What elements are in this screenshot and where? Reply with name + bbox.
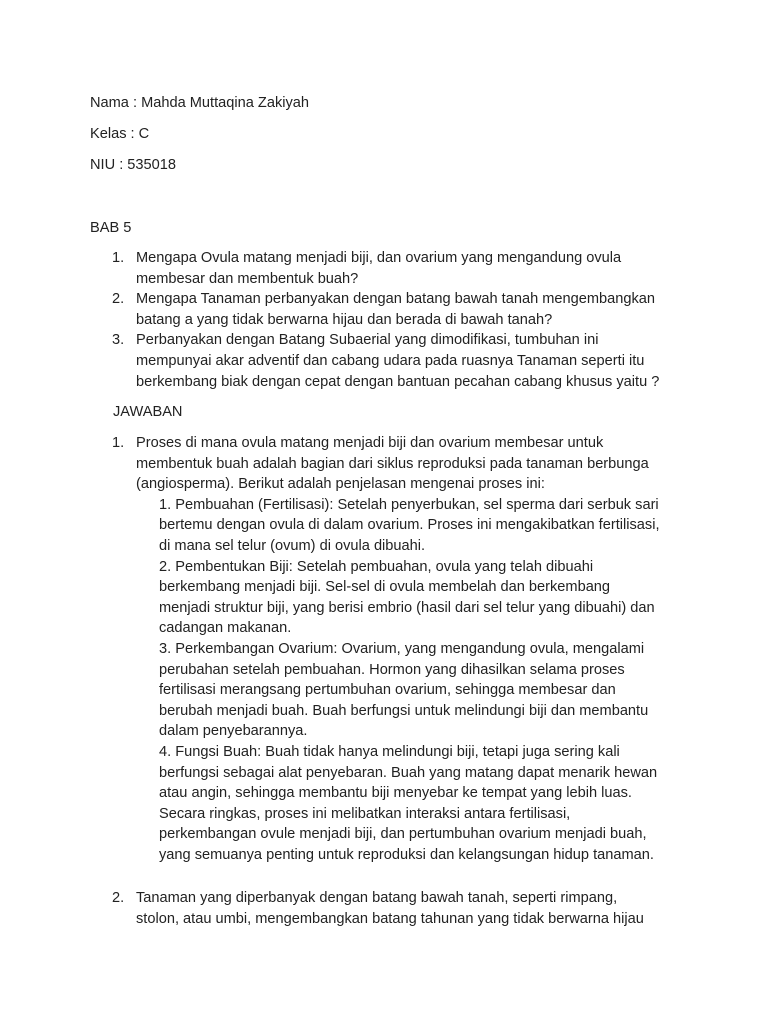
answer-line: Tanaman yang diperbanyak dengan batang bawah tanah, seperti rimpang, [136, 890, 618, 906]
questions-list [90, 248, 690, 392]
answers-heading: JAWABAN [113, 404, 183, 420]
sub-line: fertilisasi merangsang pertumbuhan ovarium, sehingga membesar dan [159, 682, 616, 699]
sub-line: 4. Fungsi Buah: Buah tidak hanya melindungi biji, tetapi juga sering kali [159, 743, 620, 760]
question-number: 3. [112, 332, 125, 349]
sub-line: di mana sel telur (ovum) di ovula dibuahi. [159, 537, 426, 554]
answer-sublist [136, 495, 690, 866]
student-class: Kelas : C [90, 126, 150, 142]
sub-line: 2. Pembentukan Biji: Setelah pembuahan, ovula yang telah dibuahi [159, 558, 594, 575]
question-line: berkembang biak dengan cepat dengan bantuan pecahan cabang khusus yaitu ? [136, 373, 660, 390]
answer-line: stolon, atau umbi, mengembangkan batang tahunan yang tidak berwarna hijau [136, 910, 644, 927]
answer-number: 1. [112, 435, 125, 451]
question-line: Perbanyakan dengan Batang Subaerial yang dimodifikasi, tumbuhan ini [136, 332, 599, 349]
question-line: Mengapa Tanaman perbanyakan dengan batang bawah tanah mengembangkan [136, 291, 656, 308]
answer-line: membentuk buah adalah bagian dari siklus reproduksi pada tanaman berbunga [136, 455, 649, 472]
student-niu: NIU : 535018 [90, 157, 176, 173]
sub-line: berkembang menjadi biji. Sel-sel di ovula membelah dan berkembang [159, 579, 611, 596]
sub-line: menjadi struktur biji, yang berisi embrio (hasil dari sel telur yang dibuahi) dan [159, 599, 655, 616]
sub-line: berfungsi sebagai alat penyebaran. Buah yang matang dapat menarik hewan [159, 764, 658, 781]
question-line: membesar dan membentuk buah? [136, 270, 359, 287]
sub-line: bertemu dengan ovula di dalam ovarium. Proses ini mengakibatkan fertilisasi, [159, 517, 660, 534]
student-name: Nama : Mahda Muttaqina Zakiyah [90, 95, 310, 111]
question-number: 2. [112, 291, 125, 308]
question-item [90, 289, 690, 330]
answer-item [90, 888, 690, 929]
sub-line: cadangan makanan. [159, 620, 292, 637]
sub-line: Secara ringkas, proses ini melibatkan interaksi antara fertilisasi, [159, 805, 571, 822]
answer-line: (angiosperma). Berikut adalah penjelasan mengenai proses ini: [136, 476, 545, 493]
sub-line: berubah menjadi buah. Buah berfungsi untuk melindungi biji dan membantu [159, 702, 649, 719]
answers-list-continued [90, 888, 690, 929]
sub-line: yang semuanya penting untuk reproduksi dan kelangsungan hidup tanaman. [159, 846, 654, 863]
sub-line: atau angin, sehingga membantu biji menyebar ke tempat yang lebih luas. [159, 785, 632, 802]
chapter-heading: BAB 5 [90, 220, 132, 236]
question-item [90, 248, 690, 289]
sub-line: perubahan setelah pembuahan. Hormon yang dihasilkan selama proses [159, 661, 625, 678]
sub-line: 3. Perkembangan Ovarium: Ovarium, yang mengandung ovula, mengalami [159, 640, 645, 657]
question-line: Mengapa Ovula matang menjadi biji, dan ovarium yang mengandung ovula [136, 250, 622, 266]
answers-list [90, 433, 690, 865]
answer-line: Proses di mana ovula matang menjadi biji dan ovarium membesar untuk [136, 435, 604, 451]
sub-line: 1. Pembuahan (Fertilisasi): Setelah penyerbukan, sel sperma dari serbuk sari [159, 496, 659, 513]
answer-number: 2. [112, 890, 125, 906]
sub-line: perkembangan ovule menjadi biji, dan pertumbuhan ovarium menjadi buah, [159, 826, 647, 843]
question-number: 1. [112, 250, 125, 266]
question-item [90, 330, 690, 392]
answer-item [90, 433, 690, 865]
question-line: mempunyai akar adventif dan cabang udara pada ruasnya Tanaman seperti itu [136, 352, 645, 369]
question-line: batang a yang tidak berwarna hijau dan berada di bawah tanah? [136, 311, 553, 328]
sub-line: dalam penyebarannya. [159, 723, 308, 740]
